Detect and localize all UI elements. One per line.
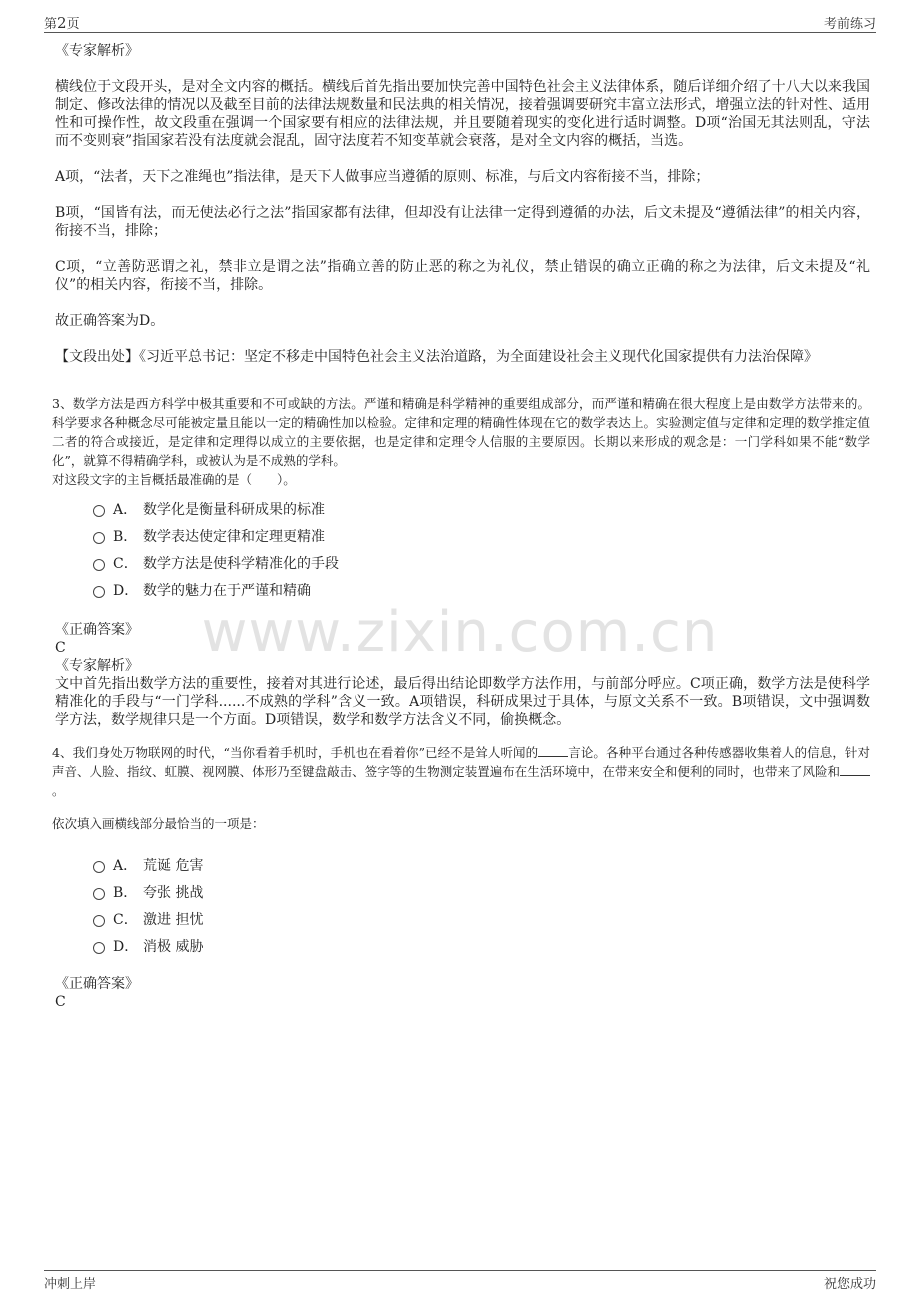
page-number: 第2页 [44, 14, 80, 32]
document-body [52, 42, 870, 1011]
radio-icon[interactable] [93, 586, 105, 598]
page-header [44, 10, 876, 33]
q3-option-c[interactable]: C． 数学方法是使科学精准化的手段 [93, 549, 870, 576]
blank-1 [538, 744, 568, 757]
header-tag: 考前练习 [823, 17, 876, 32]
q4-answer-title: 《正确答案》 [55, 976, 139, 992]
q3-analysis-title: 《专家解析》 [55, 658, 139, 674]
radio-icon[interactable] [93, 505, 105, 517]
q2-analysis-para: B项，“国皆有法，而无使法必行之法”指国家都有法律，但却没有让法律一定得到遵循的办法，后文未提及“遵循法律”的相关内容，衔接不当，排除； [55, 205, 870, 239]
radio-icon[interactable] [93, 942, 105, 954]
q3-answer-title: 《正确答案》 [55, 622, 139, 638]
q4-option-a[interactable]: A． 荒诞 危害 [93, 851, 870, 878]
q3-option-d[interactable]: D． 数学的魅力在于严谨和精确 [93, 576, 870, 603]
radio-icon[interactable] [93, 861, 105, 873]
q4-option-c[interactable]: C． 激进 担忧 [93, 905, 870, 932]
q4-stem: 4、我们身处万物联网的时代，“当你看着手机时，手机也在看着你”已经不是耸人听闻的 言论。各种平台通过各种传感器收集着人的信息，针对声音、人脸、指纹、虹膜、视网膜、体形乃至键盘敲击、签字等的生物测定装置遍布在生活环境中，在带来安全和便利的同时，也带来了风险和。 [52, 745, 870, 798]
q2-conclusion: 故正确答案为D。 [55, 313, 165, 329]
q2-analysis-para: A项，“法者，天下之准绳也”指法律，是天下人做事应当遵循的原则、标准，与后文内容衔接不当，排除； [55, 169, 710, 185]
q4-question: 依次填入画横线部分最恰当的一项是： [52, 816, 265, 831]
page-footer [44, 1270, 876, 1293]
radio-icon[interactable] [93, 559, 105, 571]
q3-stem: 3、数学方法是西方科学中极其重要和不可或缺的方法。严谨和精确是科学精神的重要组成部分，而严谨和精确在很大程度上是由数学方法带来的。科学要求各种概念尽可能被定量且能以一定的精确性加以检验。定律和定理的精确性体现在它的数学表达上。实验测定值与定律和定理的数学推定值二者的符合或接近，是定律和定理得以成立的主要依据，也是定律和定理令人信服的主要原因。长期以来形成的观念是：一门学科如果不能“数学化”，就算不得精确学科，或被认为是不成熟的学科。 [52, 396, 870, 468]
radio-icon[interactable] [93, 915, 105, 927]
q3-question: 对这段文字的主旨概括最准确的是（ ）。 [52, 472, 296, 487]
radio-icon[interactable] [93, 888, 105, 900]
q3-option-a[interactable]: A． 数学化是衡量科研成果的标准 [93, 495, 870, 522]
q4-option-d[interactable]: D． 消极 威胁 [93, 932, 870, 959]
blank-2 [840, 763, 870, 776]
q4-options [93, 851, 870, 959]
q4-option-b[interactable]: B． 夸张 挑战 [93, 878, 870, 905]
q2-analysis-para: 横线位于文段开头，是对全文内容的概括。横线后首先指出要加快完善中国特色社会主义法律体系，随后详细介绍了十八大以来我国制定、修改法律的情况以及截至目前的法律法规数量和民法典的相关情况，接着强调要研究丰富立法形式，增强立法的针对性、适用性和可操作性，故文段重在强调一个国家要有相应的法律法规，并且要随着现实的变化进行适时调整。D项“治国无其法则乱，守法而不变则衰”指国家若没有法度就会混乱，固守法度若不知变革就会衰落，是对全文内容的概括，当选。 [55, 79, 870, 149]
footer-left: 冲刺上岸 [44, 1276, 97, 1292]
footer-right: 祝您成功 [823, 1276, 876, 1292]
q4-answer: C [55, 994, 66, 1010]
watermark: www.zixin.com.cn [201, 600, 719, 665]
q3-options [93, 495, 870, 603]
q3-answer: C [55, 640, 66, 656]
q2-analysis-title: 《专家解析》 [55, 43, 139, 59]
q2-source: 【文段出处】《习近平总书记：坚定不移走中国特色社会主义法治道路，为全面建设社会主义现代化国家提供有力法治保障》 [55, 349, 818, 365]
q2-analysis-para: C项，“立善防恶谓之礼，禁非立是谓之法”指确立善的防止恶的称之为礼仪，禁止错误的确立正确的称之为法律，后文未提及“礼仪”的相关内容，衔接不当，排除。 [55, 259, 870, 293]
radio-icon[interactable] [93, 532, 105, 544]
q3-option-b[interactable]: B． 数学表达使定律和定理更精准 [93, 522, 870, 549]
q3-analysis: 文中首先指出数学方法的重要性，接着对其进行论述，最后得出结论即数学方法作用，与前部分呼应。C项正确，数学方法是使科学精准化的手段与“一门学科......不成熟的学科”含义一致。A项错误，科研成果过于具体，与原文关系不一致。B项错误，文中强调数学方法，数学规律只是一个方面。D项错误，数学和数学方法含义不同，偷换概念。 [55, 676, 870, 728]
